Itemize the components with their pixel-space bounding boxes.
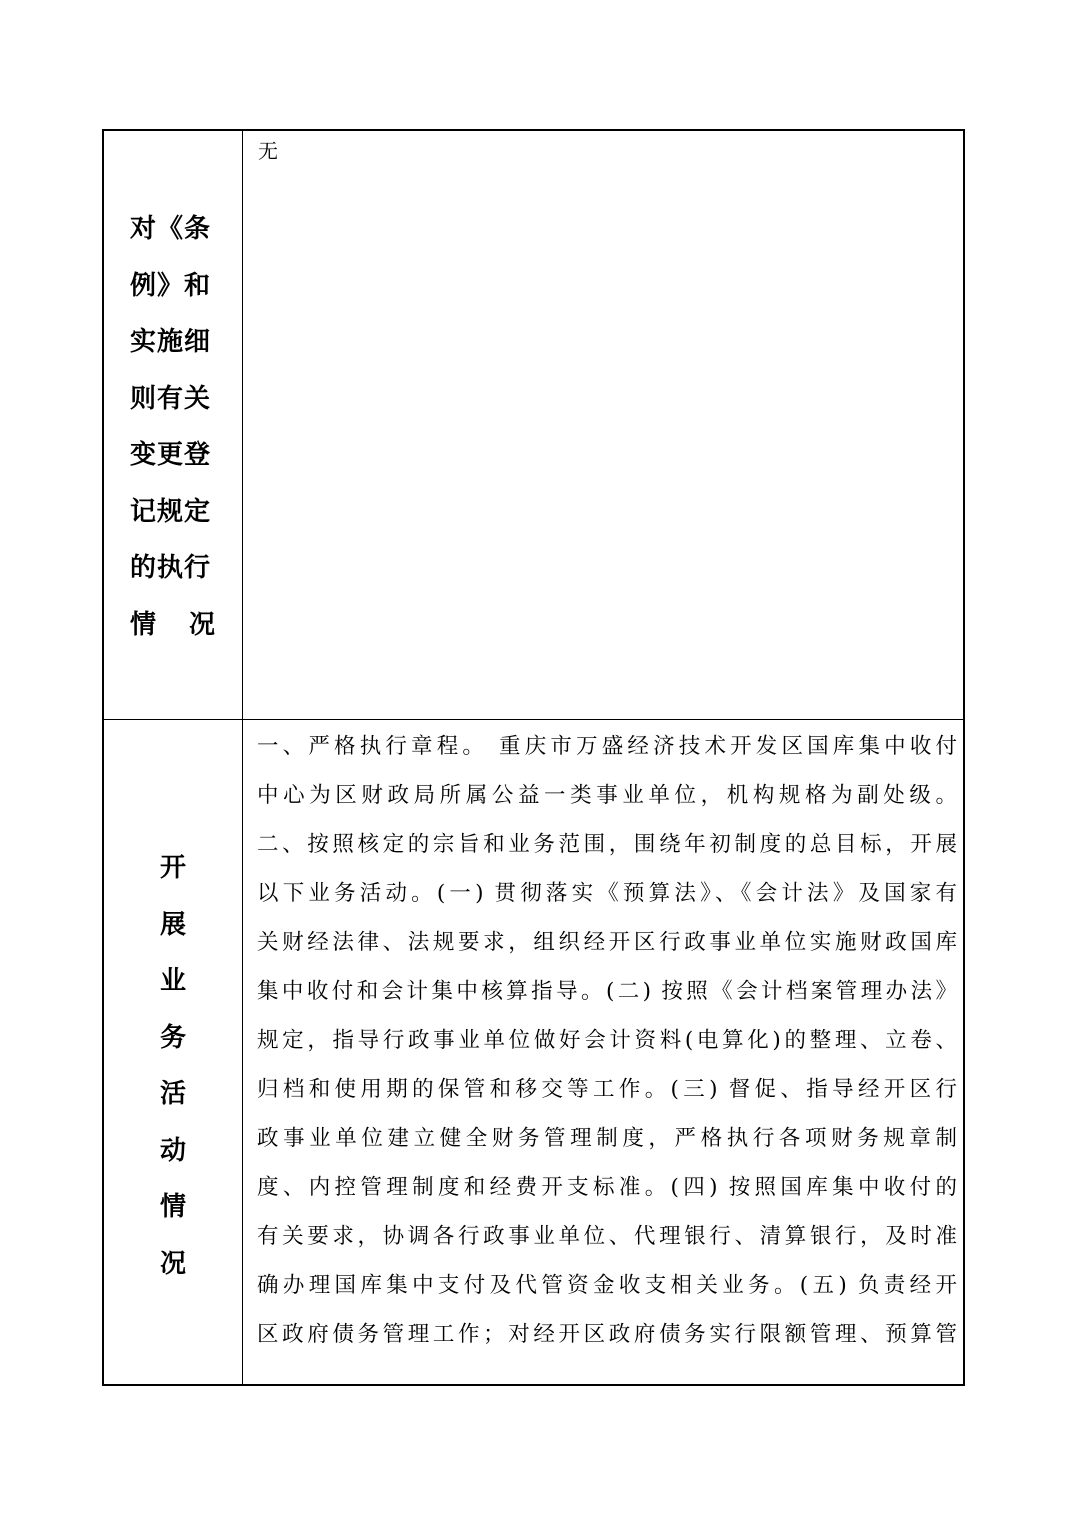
label-char: 情 <box>160 1192 187 1222</box>
label-char: 况 <box>188 609 216 640</box>
label-char: 展 <box>160 909 187 940</box>
table-row-business-activities <box>104 720 963 1384</box>
content-line: 归档和使用期的保管和移交等工作。(三) 督促、指导经开区行 <box>257 1077 957 1102</box>
content-line: 集中收付和会计集中核算指导。(二) 按照《会计档案管理办法》 <box>257 979 957 1004</box>
document-table <box>102 129 965 1386</box>
label-line: 记规定 <box>130 496 212 527</box>
label-char: 况 <box>160 1248 187 1279</box>
row-label-registration-changes <box>130 201 220 653</box>
label-char: 务 <box>160 1022 187 1053</box>
content-line: 一、严格执行章程。 重庆市万盛经济技术开发区国库集中收付 <box>257 734 957 759</box>
content-line: 政事业单位建立健全财务管理制度，严格执行各项财务规章制 <box>257 1126 957 1151</box>
table-row-registration-changes <box>104 131 963 720</box>
content-line: 确办理国库集中支付及代管资金收支相关业务。(五) 负责经开 <box>257 1273 957 1298</box>
label-line: 实施细 <box>130 327 212 357</box>
row-label-cell <box>104 720 243 1384</box>
label-char: 活 <box>160 1079 187 1109</box>
content-line: 有关要求，协调各行政事业单位、代理银行、清算银行，及时准 <box>257 1224 957 1249</box>
registration-changes-content: 无 <box>258 139 278 163</box>
content-line: 二、按照核定的宗旨和业务范围，围绕年初制度的总目标，开展 <box>257 832 957 857</box>
label-line: 例》和 <box>130 270 212 301</box>
label-char: 情 <box>130 609 158 640</box>
content-line: 以下业务活动。(一) 贯彻落实《预算法》、《会计法》及国家有 <box>257 881 957 906</box>
label-line: 对《条 <box>130 214 212 244</box>
row-label-business-activities <box>160 840 186 1292</box>
row-label-cell <box>104 131 243 719</box>
label-char: 业 <box>160 966 187 996</box>
business-activities-content <box>257 722 957 1359</box>
label-line: 变更登 <box>130 440 212 470</box>
content-line: 规定，指导行政事业单位做好会计资料(电算化)的整理、立卷、 <box>257 1028 957 1053</box>
content-line: 关财经法律、法规要求，组织经开区行政事业单位实施财政国库 <box>257 930 957 955</box>
content-line: 中心为区财政局所属公益一类事业单位，机构规格为副处级。 <box>257 783 957 808</box>
row-content-cell <box>244 131 963 719</box>
content-line: 区政府债务管理工作；对经开区政府债务实行限额管理、预算管 <box>257 1322 957 1347</box>
row-content-cell <box>244 720 963 1384</box>
label-char: 动 <box>160 1135 187 1166</box>
content-line: 度、内控管理制度和经费开支标准。(四) 按照国库集中收付的 <box>257 1175 957 1200</box>
label-line-last <box>130 597 216 654</box>
label-char: 开 <box>160 853 187 883</box>
label-line: 的执行 <box>130 553 212 583</box>
label-line: 则有关 <box>130 383 212 414</box>
